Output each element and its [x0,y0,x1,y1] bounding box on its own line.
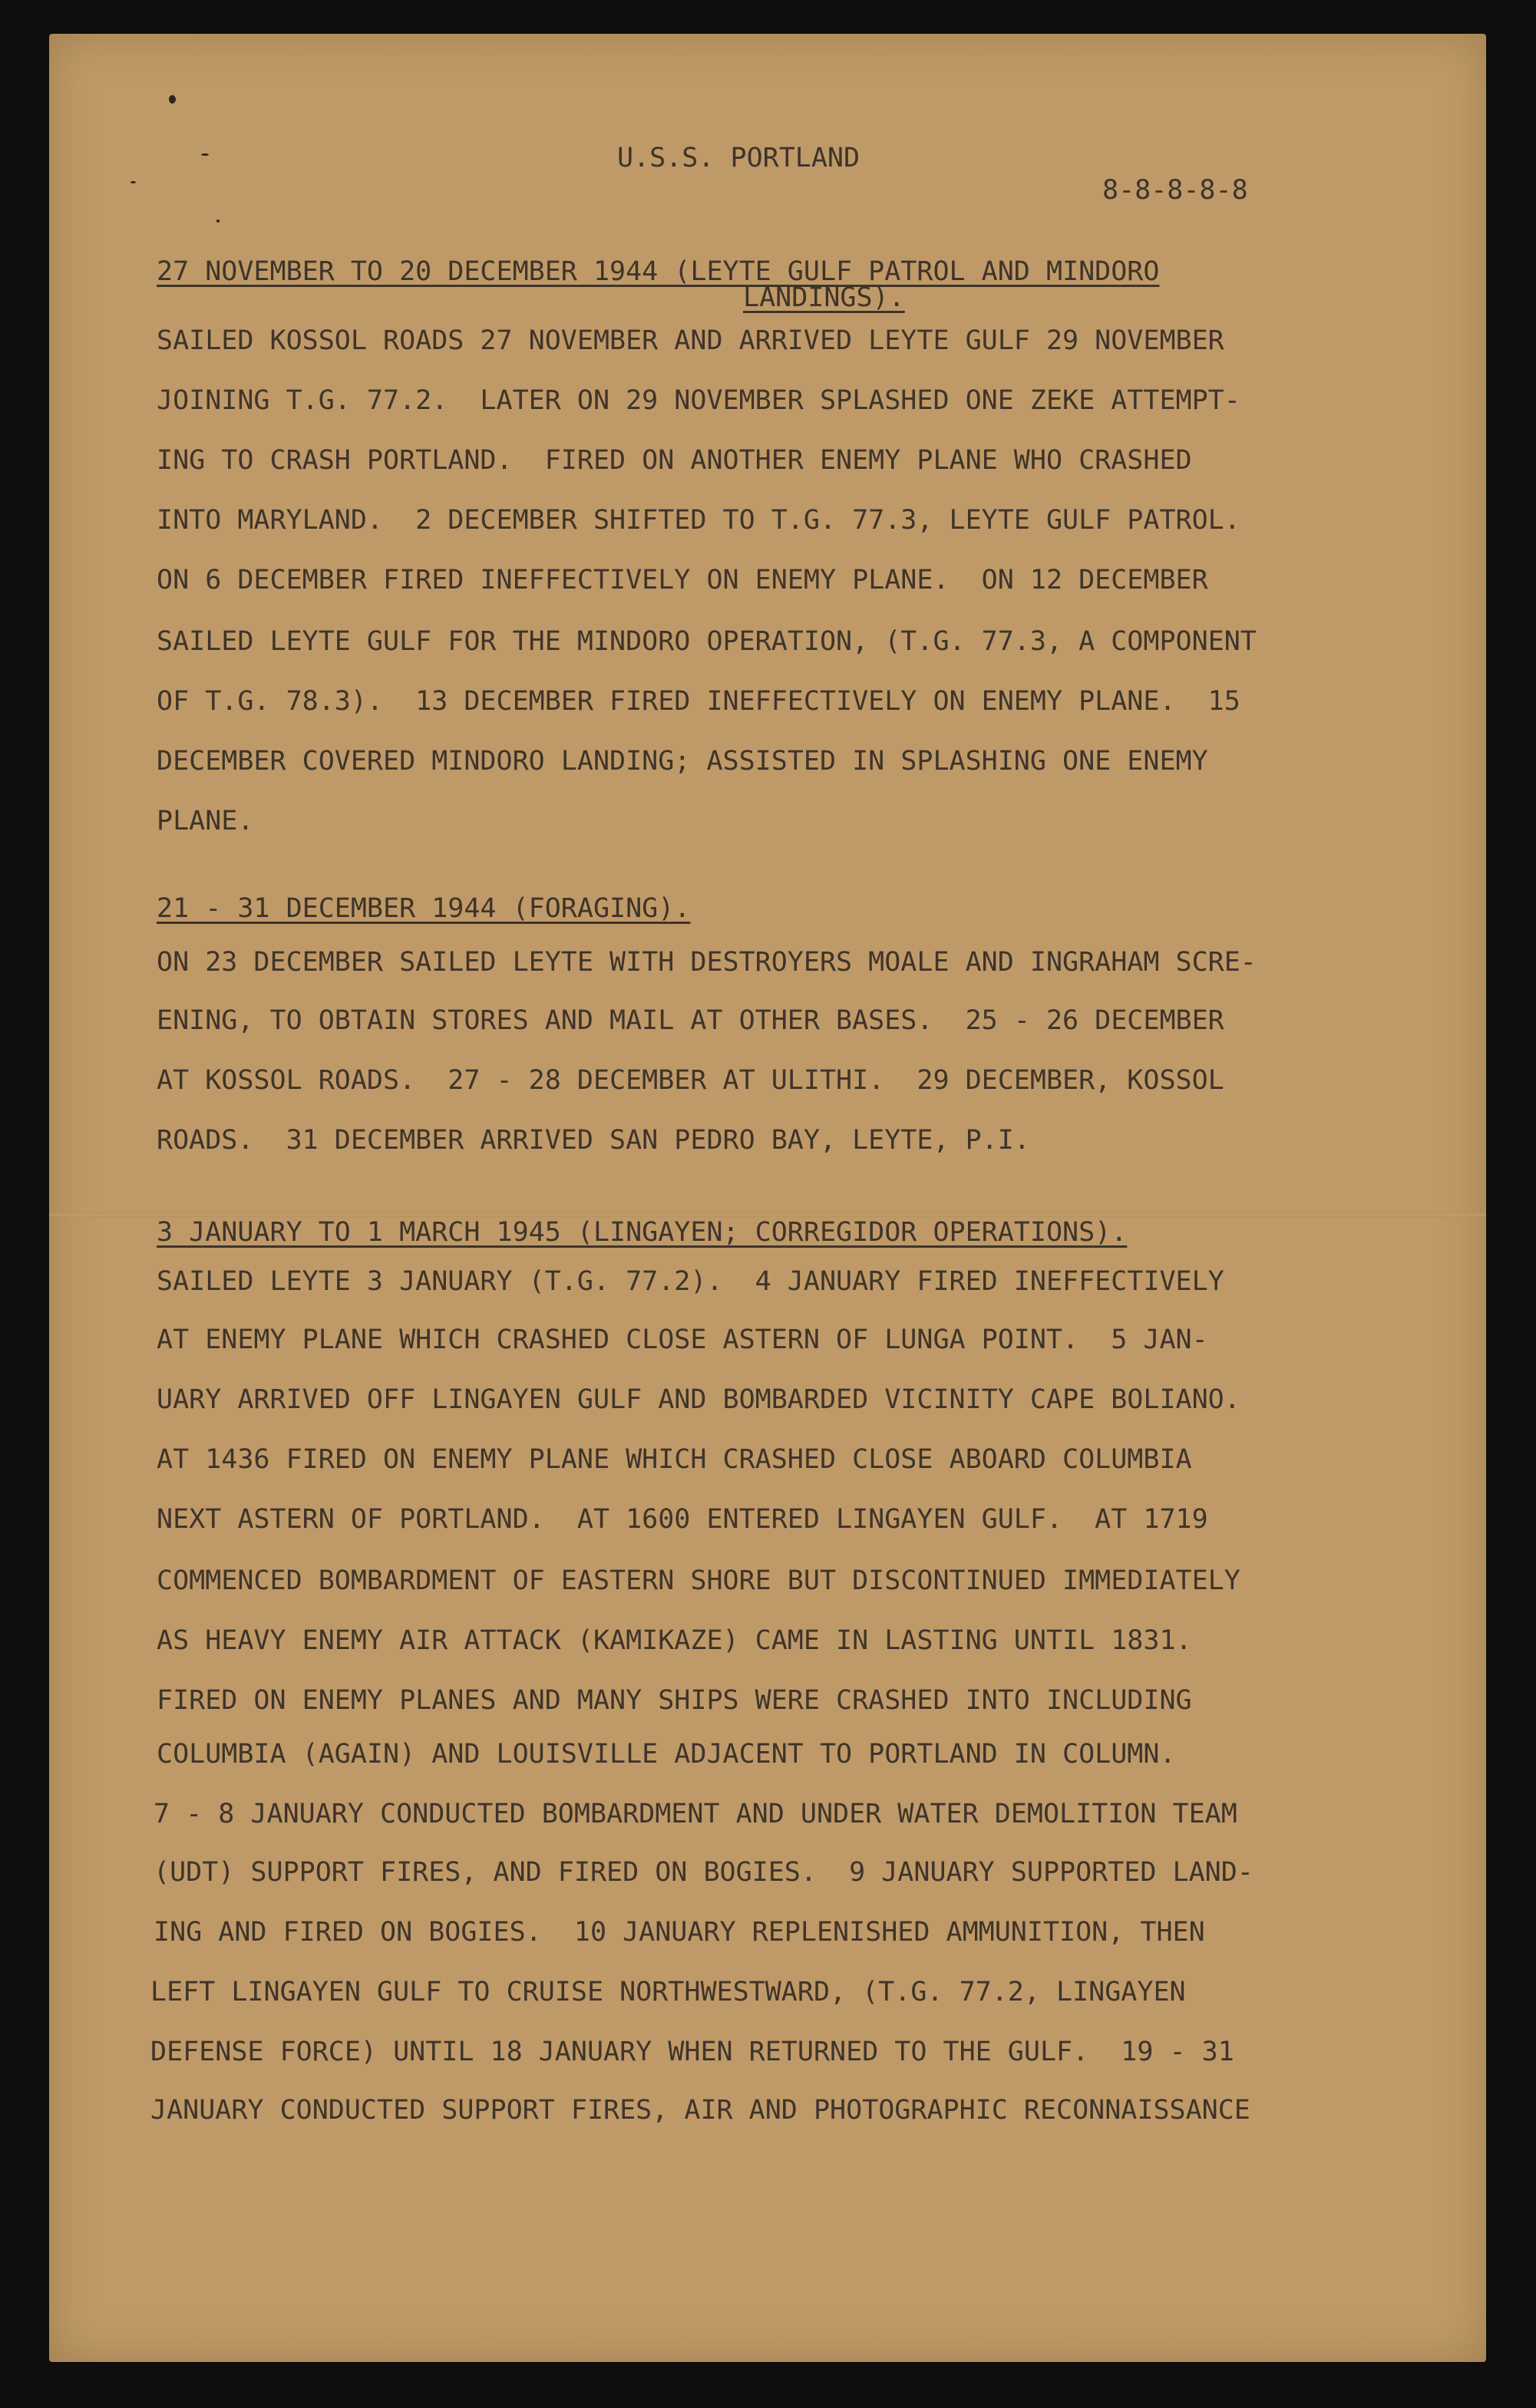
section-heading: 3 JANUARY TO 1 MARCH 1945 (LINGAYEN; CORREGIDOR OPERATIONS). [157,1217,1128,1248]
body-line: COMMENCED BOMBARDMENT OF EASTERN SHORE BUT DISCONTINUED IMMEDIATELY [157,1565,1240,1596]
body-line: JANUARY CONDUCTED SUPPORT FIRES, AIR AND PHOTOGRAPHIC RECONNAISSANCE [150,2095,1250,2126]
ink-speck [169,95,176,104]
body-line: AT KOSSOL ROADS. 27 - 28 DECEMBER AT ULITHI. 29 DECEMBER, KOSSOL [157,1065,1224,1096]
body-line: 7 - 8 JANUARY CONDUCTED BOMBARDMENT AND UNDER WATER DEMOLITION TEAM [154,1799,1237,1829]
body-line: ON 23 DECEMBER SAILED LEYTE WITH DESTROYERS MOALE AND INGRAHAM SCRE- [157,947,1257,978]
body-line: UARY ARRIVED OFF LINGAYEN GULF AND BOMBARDED VICINITY CAPE BOLIANO. [157,1384,1240,1415]
body-line: LEFT LINGAYEN GULF TO CRUISE NORTHWESTWARD, (T.G. 77.2, LINGAYEN [150,1977,1186,2007]
body-line: ING AND FIRED ON BOGIES. 10 JANUARY REPLENISHED AMMUNITION, THEN [154,1917,1205,1948]
body-line: OF T.G. 78.3). 13 DECEMBER FIRED INEFFECTIVELY ON ENEMY PLANE. 15 [157,686,1240,717]
body-line: AT 1436 FIRED ON ENEMY PLANE WHICH CRASHED CLOSE ABOARD COLUMBIA [157,1444,1192,1475]
body-line: ROADS. 31 DECEMBER ARRIVED SAN PEDRO BAY, LEYTE, P.I. [157,1125,1030,1156]
section-heading: 27 NOVEMBER TO 20 DECEMBER 1944 (LEYTE GULF PATROL AND MINDORO [157,256,1160,287]
ink-speck [130,181,136,183]
section-heading-continued: LANDINGS). [743,282,905,313]
ink-speck [216,219,220,223]
section-heading: 21 - 31 DECEMBER 1944 (FORAGING). [157,893,691,924]
body-line: COLUMBIA (AGAIN) AND LOUISVILLE ADJACENT TO PORTLAND IN COLUMN. [157,1739,1176,1770]
document-code: 8-8-8-8-8 [1102,175,1248,206]
body-line: ING TO CRASH PORTLAND. FIRED ON ANOTHER ENEMY PLANE WHO CRASHED [157,445,1192,476]
ink-speck [201,153,209,156]
body-line: JOINING T.G. 77.2. LATER ON 29 NOVEMBER SPLASHED ONE ZEKE ATTEMPT- [157,385,1240,416]
body-line: DECEMBER COVERED MINDORO LANDING; ASSISTED IN SPLASHING ONE ENEMY [157,746,1208,777]
body-line: INTO MARYLAND. 2 DECEMBER SHIFTED TO T.G. 77.3, LEYTE GULF PATROL. [157,505,1240,536]
body-line: (UDT) SUPPORT FIRES, AND FIRED ON BOGIES. 9 JANUARY SUPPORTED LAND- [154,1857,1254,1888]
body-line: NEXT ASTERN OF PORTLAND. AT 1600 ENTERED LINGAYEN GULF. AT 1719 [157,1504,1208,1535]
document-page [49,34,1486,2362]
body-line: PLANE. [157,806,254,836]
body-line: SAILED LEYTE 3 JANUARY (T.G. 77.2). 4 JANUARY FIRED INEFFECTIVELY [157,1266,1224,1297]
body-line: AT ENEMY PLANE WHICH CRASHED CLOSE ASTERN OF LUNGA POINT. 5 JAN- [157,1324,1208,1355]
body-line: AS HEAVY ENEMY AIR ATTACK (KAMIKAZE) CAME IN LASTING UNTIL 1831. [157,1625,1192,1656]
body-line: ON 6 DECEMBER FIRED INEFFECTIVELY ON ENEMY PLANE. ON 12 DECEMBER [157,565,1208,595]
body-line: ENING, TO OBTAIN STORES AND MAIL AT OTHER BASES. 25 - 26 DECEMBER [157,1005,1224,1036]
body-line: SAILED KOSSOL ROADS 27 NOVEMBER AND ARRIVED LEYTE GULF 29 NOVEMBER [157,325,1224,356]
body-line: SAILED LEYTE GULF FOR THE MINDORO OPERATION, (T.G. 77.3, A COMPONENT [157,626,1257,657]
ship-name: U.S.S. PORTLAND [617,143,860,173]
body-line: DEFENSE FORCE) UNTIL 18 JANUARY WHEN RETURNED TO THE GULF. 19 - 31 [150,2037,1234,2067]
body-line: FIRED ON ENEMY PLANES AND MANY SHIPS WERE CRASHED INTO INCLUDING [157,1685,1192,1716]
